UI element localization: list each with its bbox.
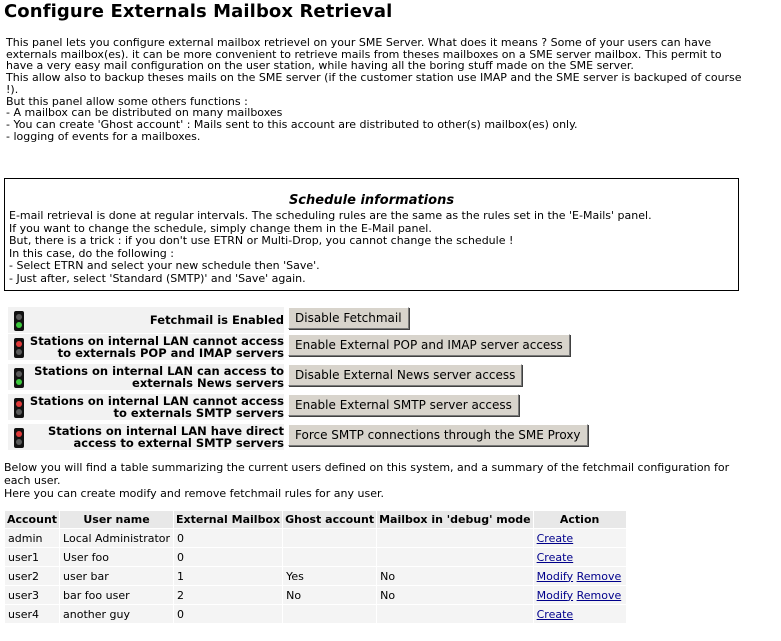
control-row <box>8 307 608 333</box>
column-header: External Mailbox <box>176 513 281 526</box>
cell-action <box>534 567 626 585</box>
cell-ghost: Yes <box>283 567 376 585</box>
intro-line: - You can create 'Ghost account' : Mails sent to this account are distributed to other(s) mailbox(es) only. <box>6 117 578 131</box>
red-light-icon <box>16 431 22 437</box>
control-toggle-button[interactable]: Disable Fetchmail <box>288 307 409 329</box>
control-status-label <box>26 424 284 450</box>
control-status-line1: Fetchmail is Enabled <box>149 313 284 327</box>
schedule-line: E-mail retrieval is done at regular intervals. The scheduling rules are the same as the rules set in the 'E-Mails' panel. <box>9 209 652 222</box>
control-row <box>8 424 608 450</box>
traffic-light-icon <box>14 311 24 331</box>
intro-text <box>6 37 776 142</box>
control-toggle-button[interactable]: Enable External SMTP server access <box>288 394 519 416</box>
cell-name: user bar <box>60 567 173 585</box>
schedule-line: - Just after, select 'Standard (SMTP)' and 'Save' again. <box>9 271 306 285</box>
cell-action <box>534 586 626 604</box>
schedule-info-box <box>4 178 739 291</box>
green-light-icon <box>16 409 22 415</box>
modify-link[interactable]: Modify <box>536 588 574 602</box>
control-row <box>8 364 608 390</box>
summary-line: Below you will find a table summarizing the current users defined on this system, and a summary of the fetchmail configuration for <box>4 461 730 474</box>
cell-ext: 0 <box>174 529 282 547</box>
cell-debug <box>377 605 533 623</box>
traffic-light-icon <box>14 338 24 358</box>
control-label-cell <box>8 334 284 360</box>
control-status-line1: Stations on internal LAN can access to <box>34 364 284 378</box>
column-header: Mailbox in 'debug' mode <box>379 513 531 526</box>
cell-debug <box>377 529 533 547</box>
control-toggle-button[interactable]: Force SMTP connections through the SME Proxy <box>288 424 588 446</box>
control-label-cell <box>8 394 284 420</box>
summary-line: each user. <box>4 473 61 487</box>
cell-ext: 0 <box>174 548 282 566</box>
control-label-cell <box>8 307 284 333</box>
intro-line: This allow also to backup theses mails on the SME server (if the customer station use IMAP and the SME server is backuped of course <box>6 71 742 85</box>
table-row <box>5 605 626 623</box>
cell-name: User foo <box>60 548 173 566</box>
red-light-icon <box>16 341 22 347</box>
cell-ghost: No <box>283 586 376 604</box>
control-toggle-button[interactable]: Enable External POP and IMAP server access <box>288 334 570 356</box>
cell-ext: 1 <box>174 567 282 585</box>
control-status-label <box>26 307 284 333</box>
cell-account: user3 <box>5 586 59 604</box>
schedule-line: If you want to change the schedule, simply change them in the E-Mail panel. <box>9 221 432 235</box>
cell-ghost <box>283 529 376 547</box>
red-light-icon <box>16 401 22 407</box>
cell-debug <box>377 548 533 566</box>
green-light-icon <box>16 322 22 328</box>
cell-account: user4 <box>5 605 59 623</box>
control-status-label <box>26 334 284 360</box>
cell-account: user1 <box>5 548 59 566</box>
control-label-cell <box>8 364 284 390</box>
cell-ghost <box>283 548 376 566</box>
cell-name: bar foo user <box>60 586 173 604</box>
intro-line: have a very easy mail configuration on the user station, while having all the boring stuff made on the SME server. <box>6 59 634 73</box>
control-status-line1: Stations on internal LAN have direct <box>47 424 284 438</box>
control-status-line2: externals News servers <box>132 376 284 390</box>
cell-action <box>534 529 626 547</box>
schedule-heading: Schedule informations <box>288 193 455 208</box>
users-summary-text <box>4 462 774 500</box>
schedule-line: In this case, do the following : <box>9 246 174 260</box>
intro-line: - A mailbox can be distributed on many mailboxes <box>6 106 283 120</box>
create-link[interactable]: Create <box>536 550 574 564</box>
control-status-label <box>26 394 284 420</box>
modify-link[interactable]: Modify <box>536 569 574 583</box>
cell-account: user2 <box>5 567 59 585</box>
cell-debug: No <box>377 586 533 604</box>
red-light-icon <box>16 371 22 377</box>
column-header: Account <box>7 513 58 526</box>
red-light-icon <box>16 314 22 320</box>
green-light-icon <box>16 379 22 385</box>
cell-ext: 0 <box>174 605 282 623</box>
traffic-light-icon <box>14 428 24 448</box>
table-row <box>5 567 626 585</box>
column-header: Action <box>534 511 626 528</box>
cell-action <box>534 548 626 566</box>
cell-ext: 2 <box>174 586 282 604</box>
traffic-light-icon <box>14 398 24 418</box>
control-row <box>8 334 608 360</box>
page-title: Configure Externals Mailbox Retrieval <box>4 1 393 22</box>
intro-line: externals mailbox(es). it can be more convenient to retrieve mails from theses mailboxes on a SME server mailbox. This permit to <box>6 47 722 61</box>
intro-line: This panel lets you configure external mailbox retrievel on your SME Server. What does it means ? Some of your users can have <box>6 36 712 49</box>
cell-name: Local Administrator <box>60 529 173 547</box>
green-light-icon <box>16 439 22 445</box>
schedule-line: - Select ETRN and select your new schedule then 'Save'. <box>9 259 320 273</box>
users-table <box>4 510 627 624</box>
control-status-line1: Stations on internal LAN cannot access <box>29 334 284 348</box>
table-row <box>5 586 626 604</box>
intro-line: !). <box>6 82 19 96</box>
control-label-cell <box>8 424 284 450</box>
control-row <box>8 394 608 420</box>
control-status-label <box>26 364 284 390</box>
intro-line: - logging of events for a mailboxes. <box>6 129 201 143</box>
summary-line: Here you can create modify and remove fetchmail rules for any user. <box>4 486 384 500</box>
control-status-line2: to externals SMTP servers <box>113 406 284 420</box>
create-link[interactable]: Create <box>536 607 574 621</box>
control-status-line1: Stations on internal LAN cannot access <box>29 394 284 408</box>
table-row <box>5 548 626 566</box>
intro-line: But this panel allow some others functions : <box>6 94 248 108</box>
remove-link[interactable]: Remove <box>576 569 622 583</box>
schedule-line: But, there is a trick : if you don't use ETRN or Multi-Drop, you cannot change the schedule ! <box>9 234 514 248</box>
cell-action <box>534 605 626 623</box>
table-row <box>5 529 626 547</box>
cell-name: another guy <box>60 605 173 623</box>
control-toggle-button[interactable]: Disable External News server access <box>288 364 522 386</box>
column-header: Ghost account <box>285 513 375 526</box>
green-light-icon <box>16 349 22 355</box>
remove-link[interactable]: Remove <box>576 588 622 602</box>
column-header: User name <box>60 511 173 528</box>
cell-account: admin <box>5 529 59 547</box>
cell-ghost <box>283 605 376 623</box>
traffic-light-icon <box>14 368 24 388</box>
create-link[interactable]: Create <box>536 531 574 545</box>
control-status-line2: to externals POP and IMAP servers <box>57 346 284 360</box>
cell-debug: No <box>377 567 533 585</box>
control-status-line2: access to external SMTP servers <box>73 436 284 450</box>
